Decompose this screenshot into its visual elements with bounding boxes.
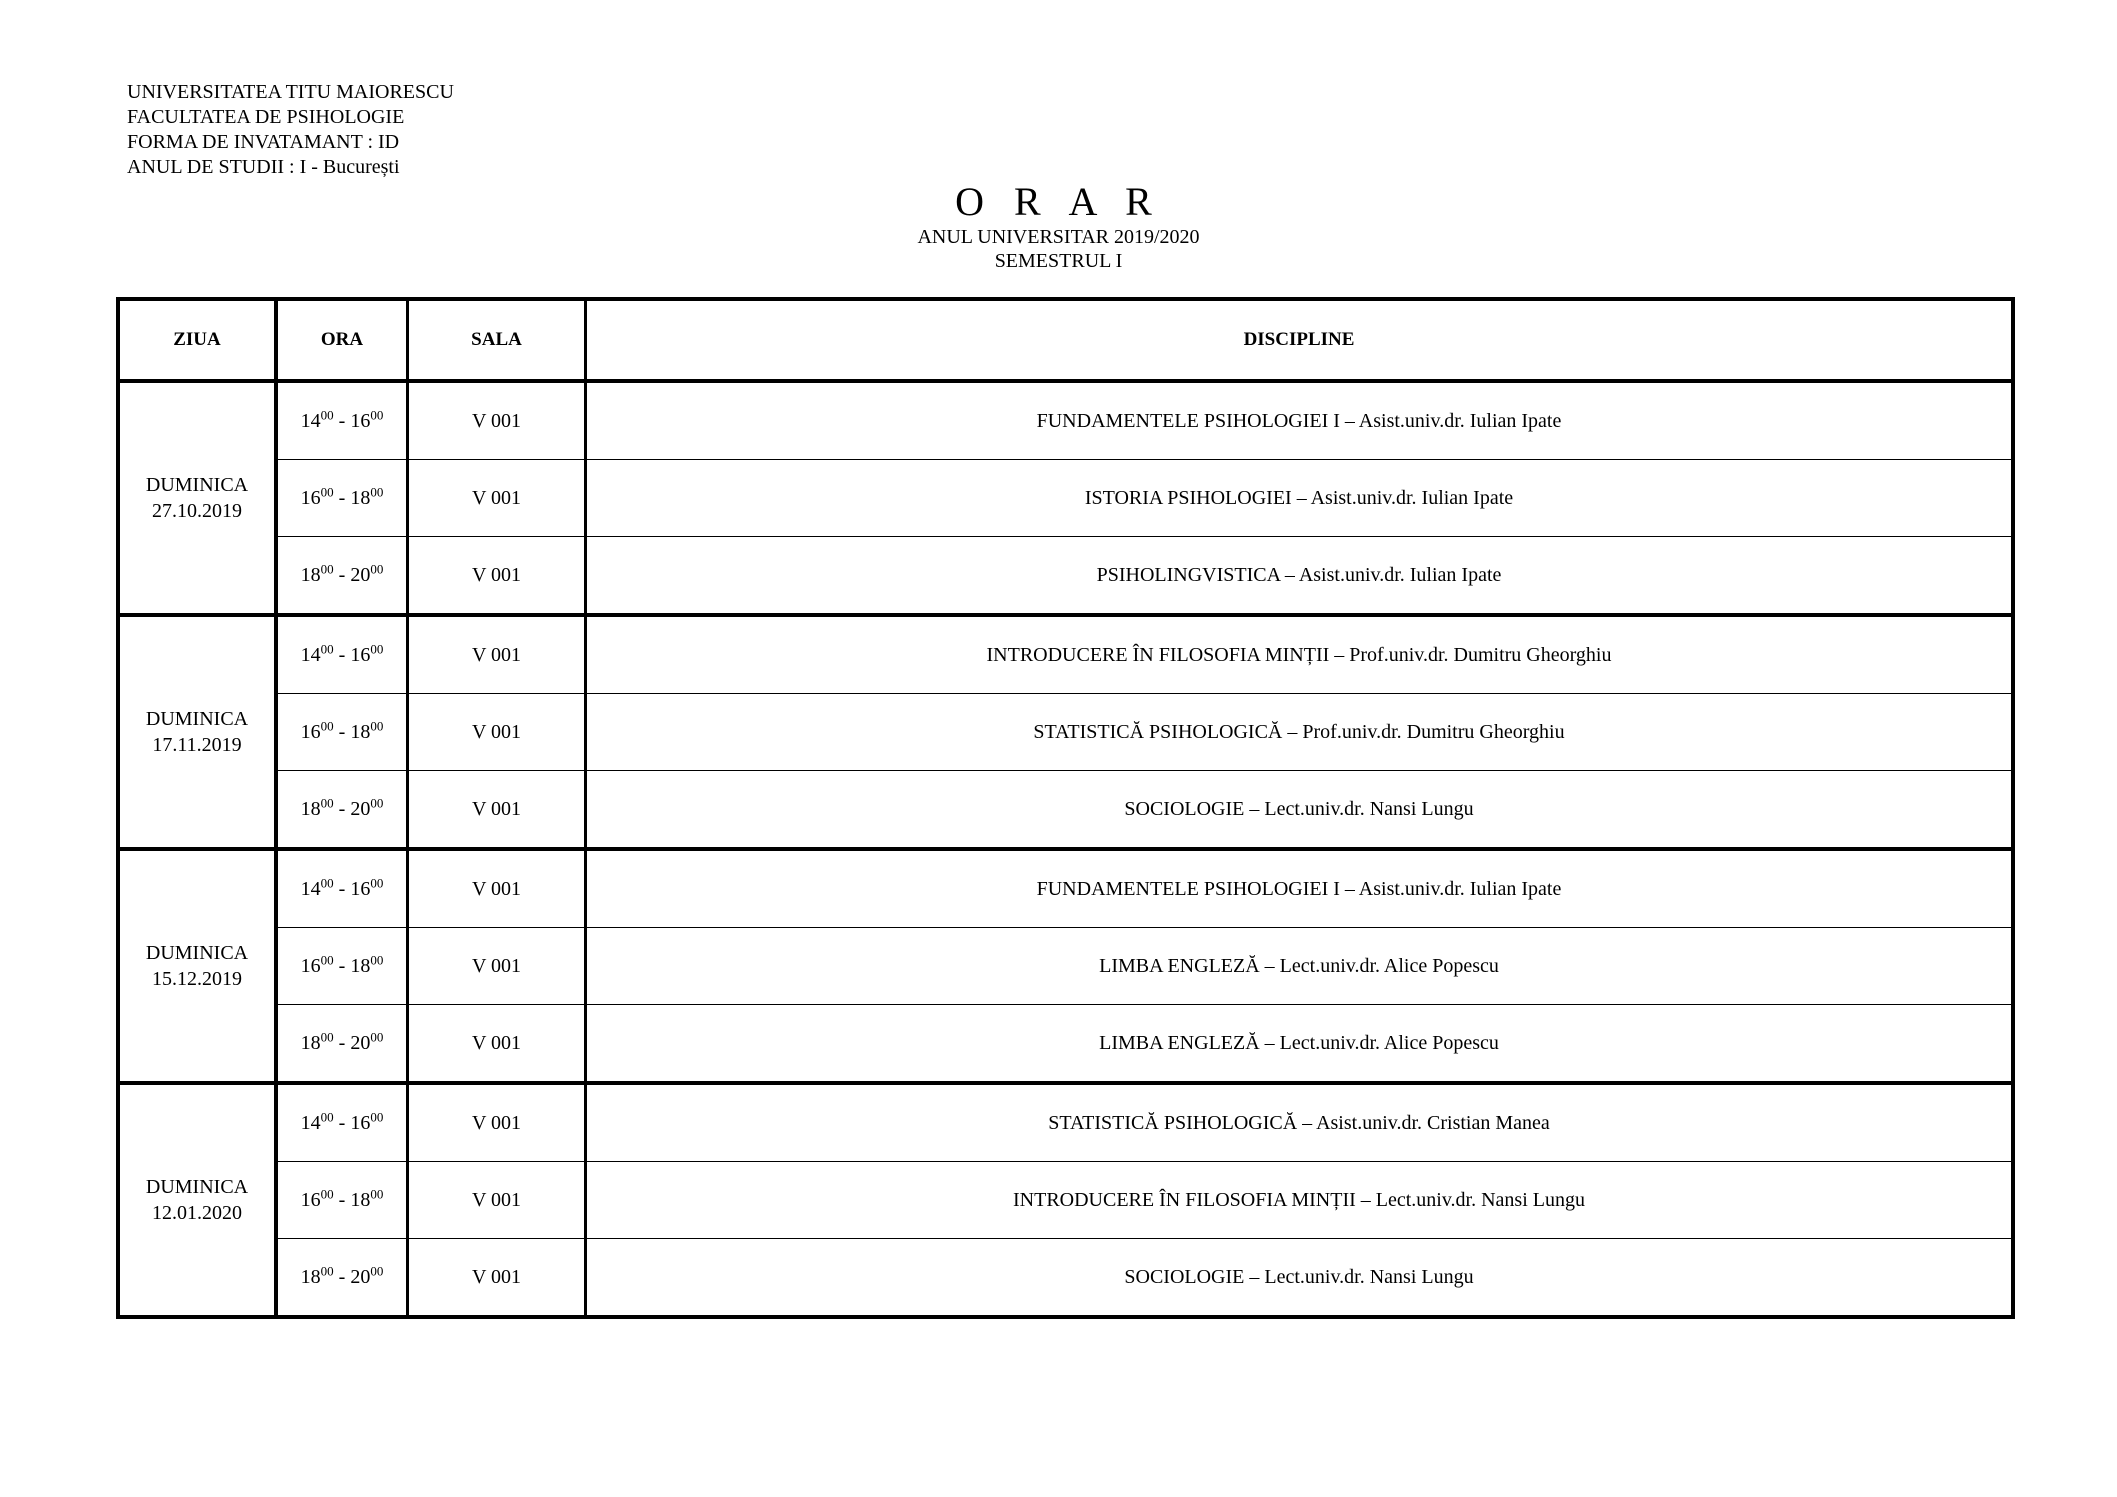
time-cell: $14^{00} - 16^{00}$ bbox=[276, 381, 408, 460]
time-cell: $16^{00} - 18^{00}$ bbox=[276, 460, 408, 537]
university-name: UNIVERSITATEA TITU MAIORESCU bbox=[127, 81, 454, 103]
end-minutes: 00 bbox=[370, 951, 384, 967]
table-row bbox=[118, 460, 2013, 537]
start-minutes: 00 bbox=[320, 483, 334, 499]
room-cell: V 001 bbox=[408, 1162, 586, 1239]
end-hour: 18 bbox=[350, 954, 371, 977]
end-minutes: 00 bbox=[370, 874, 384, 890]
end-minutes: 00 bbox=[370, 560, 384, 576]
time-cell: $18^{00} - 20^{00}$ bbox=[276, 771, 408, 850]
start-hour: 14 bbox=[300, 409, 321, 432]
start-hour: 14 bbox=[300, 643, 321, 666]
start-hour: 16 bbox=[300, 720, 321, 743]
start-minutes: 00 bbox=[320, 640, 334, 656]
end-hour: 16 bbox=[350, 409, 371, 432]
discipline-cell: STATISTICĂ PSIHOLOGICĂ – Prof.univ.dr. Dumitru Gheorghiu bbox=[586, 694, 2014, 771]
table-row bbox=[118, 1005, 2013, 1084]
start-minutes: 00 bbox=[320, 1262, 334, 1278]
day-date: 12.01.2020 bbox=[152, 1202, 242, 1224]
discipline-cell: ISTORIA PSIHOLOGIEI – Asist.univ.dr. Iulian Ipate bbox=[586, 460, 2014, 537]
start-minutes: 00 bbox=[320, 406, 334, 422]
end-hour: 18 bbox=[350, 720, 371, 743]
discipline-cell: INTRODUCERE ÎN FILOSOFIA MINȚII – Lect.univ.dr. Nansi Lungu bbox=[586, 1162, 2014, 1239]
time-cell: $18^{00} - 20^{00}$ bbox=[276, 1239, 408, 1318]
start-hour: 14 bbox=[300, 877, 321, 900]
end-minutes: 00 bbox=[370, 717, 384, 733]
room-cell: V 001 bbox=[408, 615, 586, 694]
room-cell: V 001 bbox=[408, 1005, 586, 1084]
end-hour: 16 bbox=[350, 877, 371, 900]
day-date: 17.11.2019 bbox=[152, 734, 242, 756]
table-row bbox=[118, 694, 2013, 771]
start-minutes: 00 bbox=[320, 1028, 334, 1044]
time-cell: $18^{00} - 20^{00}$ bbox=[276, 1005, 408, 1084]
end-hour: 20 bbox=[350, 563, 371, 586]
time-cell: $14^{00} - 16^{00}$ bbox=[276, 615, 408, 694]
end-minutes: 00 bbox=[370, 1108, 384, 1124]
room-cell: V 001 bbox=[408, 849, 586, 928]
room-cell: V 001 bbox=[408, 537, 586, 616]
table-row bbox=[118, 928, 2013, 1005]
start-minutes: 00 bbox=[320, 1108, 334, 1124]
table-row bbox=[118, 537, 2013, 616]
time-cell: $14^{00} - 16^{00}$ bbox=[276, 849, 408, 928]
room-cell: V 001 bbox=[408, 460, 586, 537]
time-cell: $14^{00} - 16^{00}$ bbox=[276, 1083, 408, 1162]
end-hour: 16 bbox=[350, 643, 371, 666]
room-cell: V 001 bbox=[408, 1083, 586, 1162]
day-name: DUMINICA bbox=[145, 474, 249, 496]
discipline-cell: LIMBA ENGLEZĂ – Lect.univ.dr. Alice Popescu bbox=[586, 928, 2014, 1005]
table-row bbox=[118, 1162, 2013, 1239]
day-name: DUMINICA bbox=[145, 1176, 249, 1198]
day-cell bbox=[118, 615, 276, 849]
time-cell: $16^{00} - 18^{00}$ bbox=[276, 1162, 408, 1239]
table-row bbox=[118, 771, 2013, 850]
discipline-cell: INTRODUCERE ÎN FILOSOFIA MINȚII – Prof.univ.dr. Dumitru Gheorghiu bbox=[586, 615, 2014, 694]
day-cell bbox=[118, 849, 276, 1083]
end-hour: 18 bbox=[350, 1188, 371, 1211]
column-header-ziua: ZIUA bbox=[118, 299, 276, 381]
start-hour: 18 bbox=[300, 797, 321, 820]
academic-year: ANUL UNIVERSITAR 2019/2020 bbox=[917, 226, 1200, 248]
time-cell: $16^{00} - 18^{00}$ bbox=[276, 694, 408, 771]
semester: SEMESTRUL I bbox=[994, 250, 1123, 272]
discipline-cell: PSIHOLINGVISTICA – Asist.univ.dr. Iulian Ipate bbox=[586, 537, 2014, 616]
end-minutes: 00 bbox=[370, 1262, 384, 1278]
day-cell bbox=[118, 381, 276, 615]
column-header-sala: SALA bbox=[408, 299, 586, 381]
start-hour: 18 bbox=[300, 1265, 321, 1288]
discipline-cell: LIMBA ENGLEZĂ – Lect.univ.dr. Alice Popescu bbox=[586, 1005, 2014, 1084]
start-hour: 18 bbox=[300, 563, 321, 586]
study-year: ANUL DE STUDII : I - București bbox=[127, 156, 400, 178]
day-name: DUMINICA bbox=[145, 942, 249, 964]
day-date: 27.10.2019 bbox=[152, 500, 242, 522]
start-minutes: 00 bbox=[320, 794, 334, 810]
table-row bbox=[118, 381, 2013, 460]
room-cell: V 001 bbox=[408, 928, 586, 1005]
schedule-body bbox=[118, 381, 2013, 1317]
room-cell: V 001 bbox=[408, 771, 586, 850]
room-cell: V 001 bbox=[408, 694, 586, 771]
end-hour: 20 bbox=[350, 797, 371, 820]
discipline-cell: FUNDAMENTELE PSIHOLOGIEI I – Asist.univ.dr. Iulian Ipate bbox=[586, 849, 2014, 928]
column-header-discipline: DISCIPLINE bbox=[586, 299, 2014, 381]
day-cell bbox=[118, 1083, 276, 1317]
discipline-cell: STATISTICĂ PSIHOLOGICĂ – Asist.univ.dr. Cristian Manea bbox=[586, 1083, 2014, 1162]
time-cell: $16^{00} - 18^{00}$ bbox=[276, 928, 408, 1005]
institution-header bbox=[127, 80, 454, 180]
end-hour: 20 bbox=[350, 1031, 371, 1054]
end-minutes: 00 bbox=[370, 1185, 384, 1201]
end-hour: 20 bbox=[350, 1265, 371, 1288]
schedule-table bbox=[116, 297, 2015, 1319]
column-header-ora: ORA bbox=[276, 299, 408, 381]
table-row bbox=[118, 849, 2013, 928]
room-cell: V 001 bbox=[408, 1239, 586, 1318]
start-minutes: 00 bbox=[320, 560, 334, 576]
discipline-cell: FUNDAMENTELE PSIHOLOGIEI I – Asist.univ.dr. Iulian Ipate bbox=[586, 381, 2014, 460]
start-hour: 14 bbox=[300, 1111, 321, 1134]
end-hour: 16 bbox=[350, 1111, 371, 1134]
discipline-cell: SOCIOLOGIE – Lect.univ.dr. Nansi Lungu bbox=[586, 1239, 2014, 1318]
start-hour: 16 bbox=[300, 954, 321, 977]
start-minutes: 00 bbox=[320, 1185, 334, 1201]
discipline-cell: SOCIOLOGIE – Lect.univ.dr. Nansi Lungu bbox=[586, 771, 2014, 850]
end-hour: 18 bbox=[350, 486, 371, 509]
table-row bbox=[118, 615, 2013, 694]
table-row bbox=[118, 1083, 2013, 1162]
start-minutes: 00 bbox=[320, 874, 334, 890]
start-hour: 16 bbox=[300, 1188, 321, 1211]
header-row bbox=[118, 299, 2013, 381]
page-title: O R A R bbox=[955, 179, 1162, 224]
study-form: FORMA DE INVATAMANT : ID bbox=[127, 131, 400, 153]
start-minutes: 00 bbox=[320, 717, 334, 733]
faculty-name: FACULTATEA DE PSIHOLOGIE bbox=[127, 106, 405, 128]
end-minutes: 00 bbox=[370, 406, 384, 422]
start-hour: 18 bbox=[300, 1031, 321, 1054]
day-date: 15.12.2019 bbox=[152, 968, 242, 990]
end-minutes: 00 bbox=[370, 640, 384, 656]
start-hour: 16 bbox=[300, 486, 321, 509]
day-name: DUMINICA bbox=[145, 708, 249, 730]
table-row bbox=[118, 1239, 2013, 1318]
room-cell: V 001 bbox=[408, 381, 586, 460]
time-cell: $18^{00} - 20^{00}$ bbox=[276, 537, 408, 616]
start-minutes: 00 bbox=[320, 951, 334, 967]
end-minutes: 00 bbox=[370, 1028, 384, 1044]
end-minutes: 00 bbox=[370, 794, 384, 810]
end-minutes: 00 bbox=[370, 483, 384, 499]
